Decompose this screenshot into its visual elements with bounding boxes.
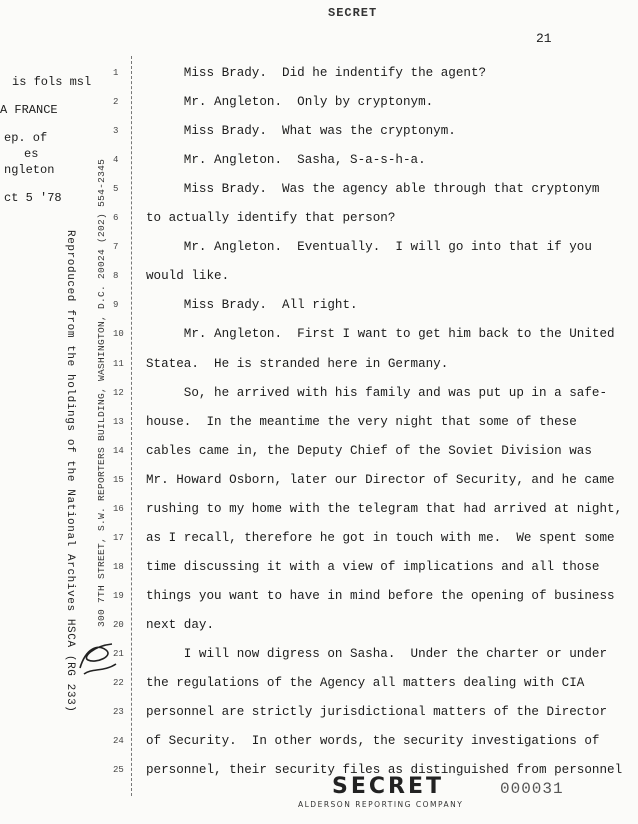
line-number: 2 bbox=[113, 97, 119, 108]
margin-note: ngleton bbox=[4, 163, 55, 177]
margin-note: es bbox=[24, 147, 39, 161]
transcript-line: Miss Brady. Did he indentify the agent? bbox=[146, 66, 487, 80]
page-number: 21 bbox=[536, 31, 552, 46]
transcript-line: Mr. Angleton. First I want to get him back to the United bbox=[146, 327, 615, 342]
line-number: 10 bbox=[113, 329, 124, 340]
transcript-line: rushing to my home with the telegram that had arrived at night, bbox=[146, 501, 623, 516]
line-number: 23 bbox=[113, 707, 124, 718]
line-number: 17 bbox=[113, 532, 124, 543]
transcript-line: to actually identify that person? bbox=[146, 211, 396, 226]
line-number: 19 bbox=[113, 590, 124, 601]
transcript-line: would like. bbox=[146, 269, 230, 284]
transcript-line: time discussing it with a view of implications and all those bbox=[146, 559, 600, 574]
margin-rule bbox=[131, 56, 133, 796]
transcript-line: the regulations of the Agency all matters dealing with CIA bbox=[146, 676, 585, 691]
top-classification-stamp: SECRET bbox=[328, 6, 378, 20]
transcript-line: Mr. Angleton. Eventually. I will go into that if you bbox=[146, 240, 592, 255]
line-number: 4 bbox=[113, 155, 119, 166]
transcript-line: Miss Brady. Was the agency able through that cryptonym bbox=[146, 182, 600, 197]
line-number: 7 bbox=[113, 242, 119, 253]
line-number: 15 bbox=[113, 474, 124, 485]
transcript-line: Statea. He is stranded here in Germany. bbox=[146, 356, 449, 371]
line-number: 20 bbox=[113, 619, 124, 630]
line-number: 9 bbox=[113, 300, 119, 311]
archive-holdings-notice: Reproduced from the holdings of the National Archives HSCA (RG 233) bbox=[64, 230, 76, 713]
transcript-line: personnel are strictly jurisdictional matters of the Director bbox=[146, 705, 608, 720]
transcript-line: Mr. Angleton. Sasha, S-a-s-h-a. bbox=[146, 153, 426, 168]
margin-note: is fols msl bbox=[12, 75, 92, 89]
line-number: 22 bbox=[113, 678, 124, 689]
reporting-company: ALDERSON REPORTING COMPANY bbox=[298, 800, 464, 809]
transcript-line: personnel, their security files as distinguished from personnel bbox=[146, 763, 623, 778]
line-number: 16 bbox=[113, 503, 124, 514]
margin-note: ct 5 '78 bbox=[4, 191, 62, 205]
line-number: 13 bbox=[113, 416, 124, 427]
margin-note: A FRANCE bbox=[0, 103, 58, 117]
line-number: 5 bbox=[113, 184, 119, 195]
line-number: 1 bbox=[113, 68, 119, 78]
transcript-line: Mr. Angleton. Only by cryptonym. bbox=[146, 95, 434, 110]
transcript-line: things you want to have in mind before the opening of business bbox=[146, 588, 615, 603]
transcript-line: next day. bbox=[146, 617, 215, 632]
transcript-line: Mr. Howard Osborn, later our Director of Security, and he came bbox=[146, 472, 615, 487]
transcript-line: I will now digress on Sasha. Under the charter or under bbox=[146, 647, 608, 661]
transcript-line: Miss Brady. What was the cryptonym. bbox=[146, 124, 456, 139]
transcript-line: house. In the meantime the very night that some of these bbox=[146, 414, 577, 429]
reporter-address: 300 7TH STREET, S.W. REPORTERS BUILDING, WASHINGTON, D.C. 20024 (202) 554-2345 bbox=[96, 158, 107, 627]
transcript-line: as I recall, therefore he got in touch with me. We spent some bbox=[146, 530, 615, 545]
line-number: 11 bbox=[113, 358, 124, 369]
line-number: 6 bbox=[113, 213, 119, 224]
line-number: 25 bbox=[113, 765, 124, 776]
line-number: 12 bbox=[113, 387, 124, 398]
footer-classification-stamp: SECRET bbox=[332, 774, 444, 799]
transcript-line: So, he arrived with his family and was put up in a safe- bbox=[146, 385, 608, 400]
handwritten-mark-icon bbox=[76, 638, 120, 680]
transcript-line: cables came in, the Deputy Chief of the Soviet Division was bbox=[146, 443, 592, 458]
transcript-line: of Security. In other words, the security investigations of bbox=[146, 734, 600, 749]
document-number: 000031 bbox=[500, 780, 564, 798]
line-number: 8 bbox=[113, 271, 119, 282]
line-number: 18 bbox=[113, 561, 124, 572]
line-number: 14 bbox=[113, 445, 124, 456]
margin-note: ep. of bbox=[4, 131, 48, 145]
line-number: 21 bbox=[113, 649, 124, 659]
transcript-line: Miss Brady. All right. bbox=[146, 298, 358, 313]
line-number: 24 bbox=[113, 736, 124, 747]
line-number: 3 bbox=[113, 126, 119, 137]
